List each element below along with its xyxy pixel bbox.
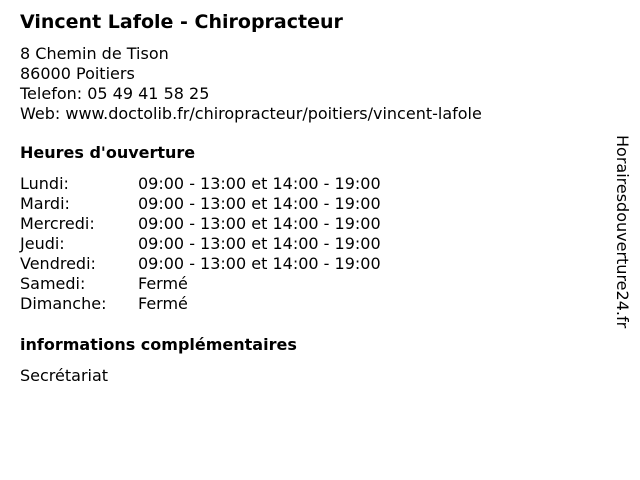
business-title: Vincent Lafole - Chiropracteur bbox=[20, 11, 343, 33]
time-value: Fermé bbox=[138, 294, 188, 313]
time-value: 09:00 - 13:00 et 14:00 - 19:00 bbox=[138, 174, 381, 193]
additional-info-heading: informations complémentaires bbox=[20, 335, 297, 354]
time-value: Fermé bbox=[138, 274, 188, 293]
hours-row-thursday bbox=[20, 234, 600, 254]
hours-row-saturday bbox=[20, 274, 600, 294]
hours-row-wednesday bbox=[20, 214, 600, 234]
phone-number[interactable]: Telefon: 05 49 41 58 25 bbox=[20, 84, 210, 103]
day-label: Vendredi: bbox=[20, 254, 96, 273]
address-block bbox=[20, 44, 600, 124]
hours-row-sunday bbox=[20, 294, 600, 314]
business-card bbox=[20, 9, 600, 386]
additional-info-text: Secrétariat bbox=[20, 366, 109, 385]
website-link[interactable]: Web: www.doctolib.fr/chiropracteur/poitiers/vincent-lafole bbox=[20, 104, 482, 123]
time-value: 09:00 - 13:00 et 14:00 - 19:00 bbox=[138, 214, 381, 233]
hours-row-tuesday bbox=[20, 194, 600, 214]
time-value: 09:00 - 13:00 et 14:00 - 19:00 bbox=[138, 234, 381, 253]
time-value: 09:00 - 13:00 et 14:00 - 19:00 bbox=[138, 194, 381, 213]
day-label: Dimanche: bbox=[20, 294, 107, 313]
site-watermark: Horairesdouverture24.fr bbox=[613, 135, 632, 329]
hours-row-monday bbox=[20, 174, 600, 194]
street-address: 8 Chemin de Tison bbox=[20, 44, 169, 63]
hours-row-friday bbox=[20, 254, 600, 274]
day-label: Mercredi: bbox=[20, 214, 95, 233]
opening-hours-table bbox=[20, 174, 600, 314]
day-label: Samedi: bbox=[20, 274, 86, 293]
time-value: 09:00 - 13:00 et 14:00 - 19:00 bbox=[138, 254, 381, 273]
day-label: Lundi: bbox=[20, 174, 69, 193]
city-address: 86000 Poitiers bbox=[20, 64, 135, 83]
day-label: Mardi: bbox=[20, 194, 70, 213]
opening-hours-heading: Heures d'ouverture bbox=[20, 143, 196, 162]
day-label: Jeudi: bbox=[20, 234, 65, 253]
